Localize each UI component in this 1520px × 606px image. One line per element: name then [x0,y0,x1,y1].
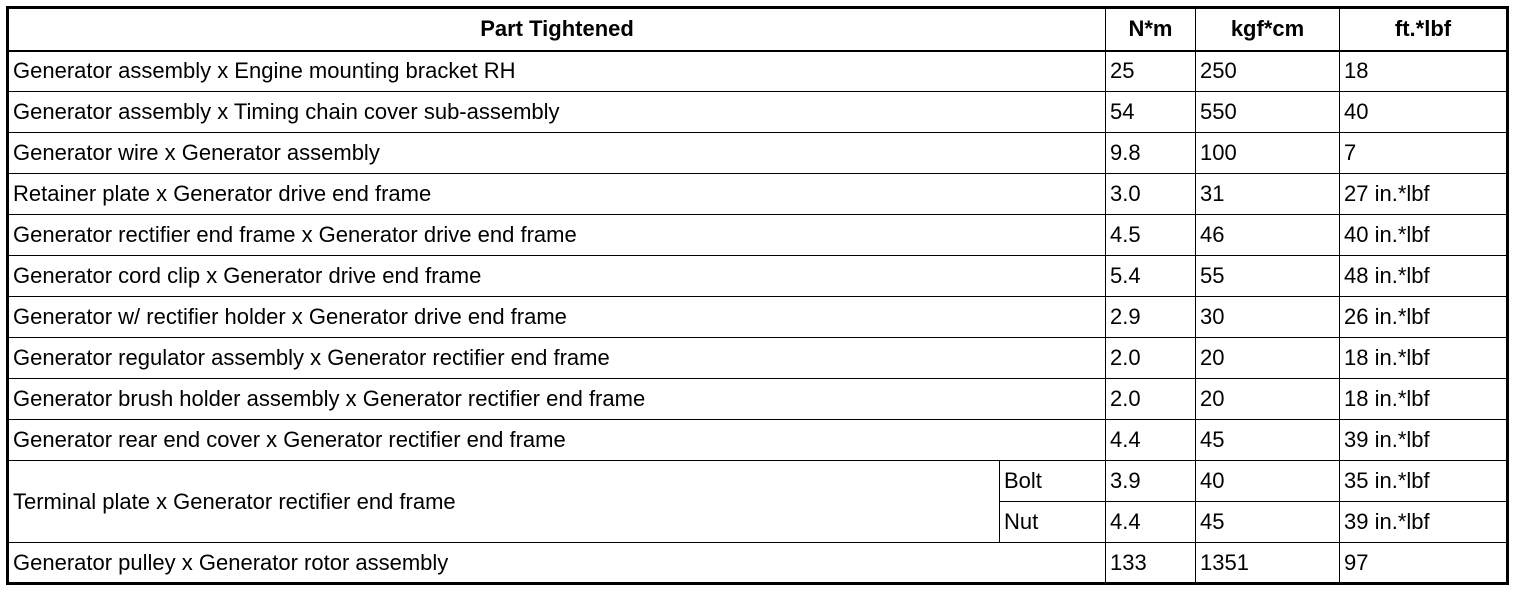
ftlbf-cell: 39 in.*lbf [1340,502,1508,543]
table-row [8,420,1508,461]
nm-cell: 25 [1106,51,1196,92]
kgf-cell: 46 [1196,215,1340,256]
ftlbf-cell: 18 in.*lbf [1340,338,1508,379]
header-part-tightened: Part Tightened [8,8,1106,51]
kgf-cell: 550 [1196,92,1340,133]
part-cell: Generator w/ rectifier holder x Generator drive end frame [8,297,1106,338]
table-row [8,215,1508,256]
kgf-cell: 20 [1196,338,1340,379]
torque-spec-table [6,6,1509,585]
header-ft-lbf: ft.*lbf [1340,8,1508,51]
kgf-cell: 250 [1196,51,1340,92]
part-cell: Generator rear end cover x Generator rectifier end frame [8,420,1106,461]
part-cell: Generator pulley x Generator rotor assembly [8,543,1106,584]
part-cell: Generator rectifier end frame x Generator drive end frame [8,215,1106,256]
ftlbf-cell: 35 in.*lbf [1340,461,1508,502]
table-row [8,338,1508,379]
table-row [8,543,1508,584]
ftlbf-cell: 27 in.*lbf [1340,174,1508,215]
header-row [8,8,1508,51]
ftlbf-cell: 26 in.*lbf [1340,297,1508,338]
kgf-cell: 30 [1196,297,1340,338]
kgf-cell: 31 [1196,174,1340,215]
part-cell-terminal-plate: Terminal plate x Generator rectifier end frame [8,461,1000,543]
kgf-cell: 45 [1196,502,1340,543]
table-row [8,297,1508,338]
ftlbf-cell: 40 [1340,92,1508,133]
nm-cell: 4.4 [1106,420,1196,461]
kgf-cell: 100 [1196,133,1340,174]
part-cell: Generator cord clip x Generator drive end frame [8,256,1106,297]
nm-cell: 2.0 [1106,379,1196,420]
nm-cell: 54 [1106,92,1196,133]
table-row [8,92,1508,133]
ftlbf-cell: 48 in.*lbf [1340,256,1508,297]
nm-cell: 2.9 [1106,297,1196,338]
ftlbf-cell: 18 in.*lbf [1340,379,1508,420]
nm-cell: 133 [1106,543,1196,584]
part-cell: Generator assembly x Engine mounting bracket RH [8,51,1106,92]
nm-cell: 5.4 [1106,256,1196,297]
table-row [8,174,1508,215]
header-kgf-cm: kgf*cm [1196,8,1340,51]
part-cell: Generator regulator assembly x Generator rectifier end frame [8,338,1106,379]
fastener-label-bolt: Bolt [1000,461,1106,502]
kgf-cell: 1351 [1196,543,1340,584]
ftlbf-cell: 97 [1340,543,1508,584]
kgf-cell: 45 [1196,420,1340,461]
part-cell: Generator wire x Generator assembly [8,133,1106,174]
nm-cell: 2.0 [1106,338,1196,379]
kgf-cell: 40 [1196,461,1340,502]
part-cell: Generator assembly x Timing chain cover sub-assembly [8,92,1106,133]
part-cell: Retainer plate x Generator drive end frame [8,174,1106,215]
table-row [8,133,1508,174]
table-row [8,379,1508,420]
header-nm: N*m [1106,8,1196,51]
ftlbf-cell: 39 in.*lbf [1340,420,1508,461]
kgf-cell: 55 [1196,256,1340,297]
nm-cell: 4.5 [1106,215,1196,256]
nm-cell: 4.4 [1106,502,1196,543]
table-row [8,51,1508,92]
table-row-terminal-bolt [8,461,1508,502]
ftlbf-cell: 18 [1340,51,1508,92]
kgf-cell: 20 [1196,379,1340,420]
part-cell: Generator brush holder assembly x Generator rectifier end frame [8,379,1106,420]
nm-cell: 3.0 [1106,174,1196,215]
ftlbf-cell: 7 [1340,133,1508,174]
nm-cell: 9.8 [1106,133,1196,174]
fastener-label-nut: Nut [1000,502,1106,543]
table-row [8,256,1508,297]
ftlbf-cell: 40 in.*lbf [1340,215,1508,256]
nm-cell: 3.9 [1106,461,1196,502]
